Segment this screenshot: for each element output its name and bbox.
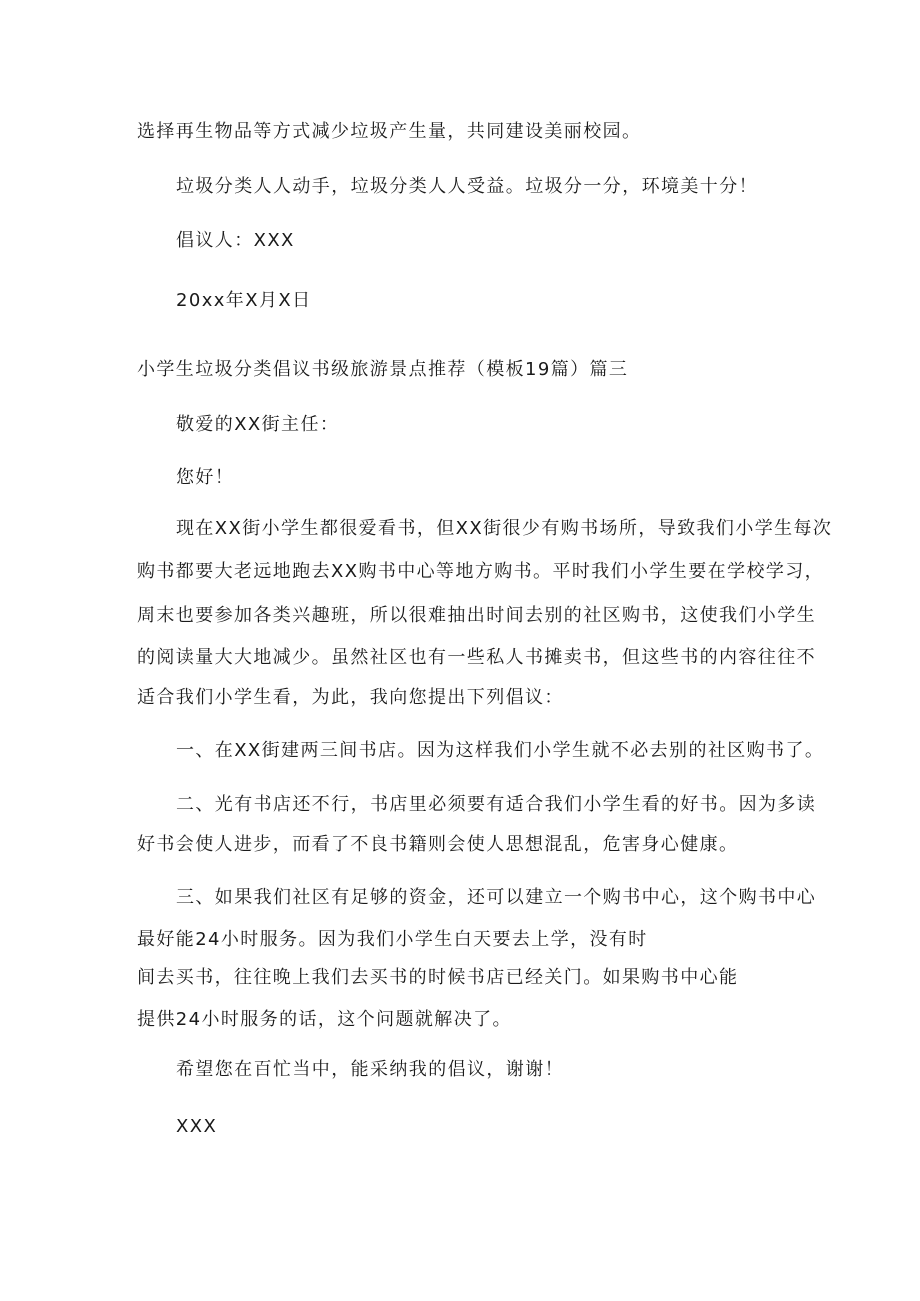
signature-line: XXX — [176, 1116, 218, 1137]
closing-line: 希望您在百忙当中，能采纳我的倡议，谢谢！ — [176, 1059, 564, 1080]
proposal-item-1: 一、在XX街建两三间书店。因为这样我们小学生就不必去别的社区购书了。 — [176, 740, 825, 761]
paragraph-line: 好书会使人进步，而看了不良书籍则会使人思想混乱，危害身心健康。 — [137, 834, 739, 855]
paragraph-line: 最好能24小时服务。因为我们小学生白天要去上学，没有时 — [137, 929, 648, 950]
paragraph-line: 的阅读量大大地减少。虽然社区也有一些私人书摊卖书，但这些书的内容往往不 — [137, 647, 816, 668]
proposal-item-3: 三、如果我们社区有足够的资金，还可以建立一个购书中心，这个购书中心 — [176, 887, 817, 908]
paragraph-line: 现在XX街小学生都很爱看书，但XX街很少有购书场所，导致我们小学生每次 — [176, 518, 833, 539]
paragraph-line: 间去买书，往往晚上我们去买书的时候书店已经关门。如果购书中心能 — [137, 967, 739, 988]
section-title: 小学生垃圾分类倡议书级旅游景点推荐（模板19篇）篇三 — [137, 359, 629, 380]
paragraph-line: 周末也要参加各类兴趣班，所以很难抽出时间去别的社区购书，这使我们小学生 — [137, 605, 816, 626]
paragraph-line: 购书都要大老远地跑去XX购书中心等地方购书。平时我们小学生要在学校学习， — [137, 561, 825, 582]
paragraph-line: 提供24小时服务的话，这个问题就解决了。 — [137, 1009, 512, 1030]
proposal-item-2: 二、光有书店还不行，书店里必须要有适合我们小学生看的好书。因为多读 — [176, 794, 817, 815]
paragraph-line: 垃圾分类人人动手，垃圾分类人人受益。垃圾分一分，环境美十分！ — [176, 176, 758, 197]
paragraph-line: 适合我们小学生看，为此，我向您提出下列倡议： — [137, 687, 564, 708]
date-line: 20xx年X月X日 — [176, 290, 312, 311]
paragraph-line: 选择再生物品等方式减少垃圾产生量，共同建设美丽校园。 — [137, 121, 642, 142]
salutation: 敬爱的XX街主任： — [176, 414, 340, 435]
signature-line: 倡议人：XXX — [176, 230, 295, 251]
greeting: 您好！ — [176, 467, 235, 488]
